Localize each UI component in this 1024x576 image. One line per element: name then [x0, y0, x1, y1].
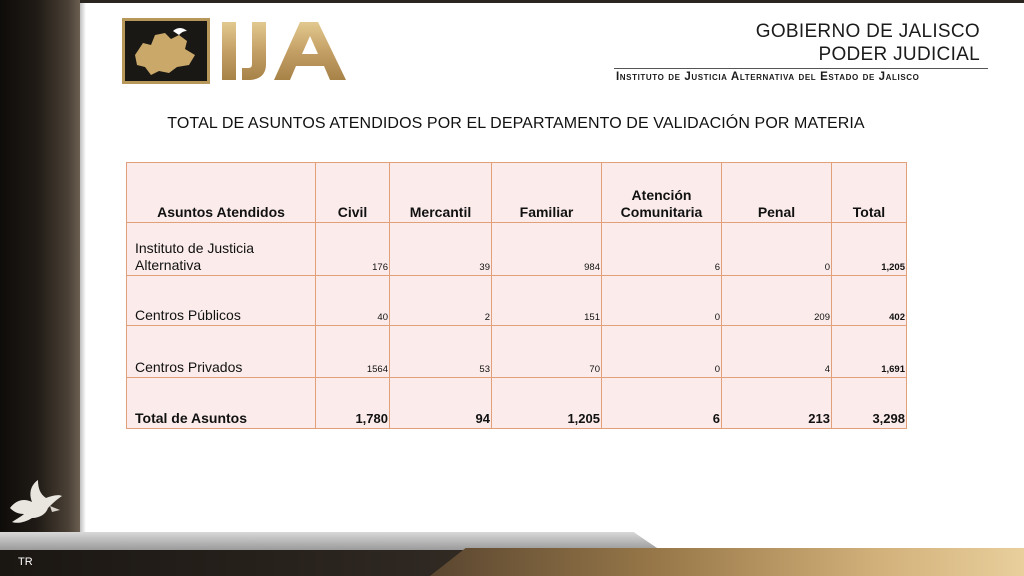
table-cell: 6 — [602, 223, 722, 276]
jalisco-map-icon — [125, 21, 207, 81]
footer-gold-stripe — [430, 548, 1024, 576]
column-header: Penal — [722, 163, 832, 223]
table-cell: 0 — [602, 276, 722, 326]
table-cell: 94 — [390, 378, 492, 429]
row-label: Centros Públicos — [127, 276, 316, 326]
table-header-row — [127, 163, 907, 223]
table-cell: 53 — [390, 326, 492, 378]
table-cell: 213 — [722, 378, 832, 429]
table-cell-total: 402 — [832, 276, 907, 326]
gov-line-2: PODER JUDICIAL — [818, 44, 980, 65]
table-cell: 0 — [722, 223, 832, 276]
footer-label: TR — [18, 556, 33, 568]
table-cell: 6 — [602, 378, 722, 429]
government-title — [756, 20, 980, 66]
table-cell-total: 1,205 — [832, 223, 907, 276]
table-cell-total: 3,298 — [832, 378, 907, 429]
table-cell: 2 — [390, 276, 492, 326]
column-header: Familiar — [492, 163, 602, 223]
summary-table — [126, 162, 907, 429]
gov-line-1: GOBIERNO DE JALISCO — [755, 21, 980, 42]
column-header: Total — [832, 163, 907, 223]
table-cell: 984 — [492, 223, 602, 276]
column-header: Mercantil — [390, 163, 492, 223]
table-cell: 151 — [492, 276, 602, 326]
page-title: TOTAL DE ASUNTOS ATENDIDOS POR EL DEPARTAMENTO DE VALIDACIÓN POR MATERIA — [167, 115, 865, 132]
table-row — [127, 223, 907, 276]
top-border — [80, 0, 1024, 3]
ija-logo-text — [218, 16, 388, 84]
table-cell: 1,205 — [492, 378, 602, 429]
column-header: Civil — [316, 163, 390, 223]
footer-gray-stripe — [0, 532, 660, 550]
column-header — [602, 163, 722, 223]
header-divider — [614, 68, 988, 69]
row-label: Instituto de Justicia Alternativa — [127, 223, 316, 276]
table-cell: 39 — [390, 223, 492, 276]
table-cell: 176 — [316, 223, 390, 276]
table-row — [127, 276, 907, 326]
jalisco-map-logo — [122, 18, 210, 84]
table-row-total — [127, 378, 907, 429]
table-cell: 209 — [722, 276, 832, 326]
table-row — [127, 326, 907, 378]
table-cell: 1,780 — [316, 378, 390, 429]
table-cell: 40 — [316, 276, 390, 326]
table-cell: 0 — [602, 326, 722, 378]
table-cell-total: 1,691 — [832, 326, 907, 378]
table-cell: 70 — [492, 326, 602, 378]
row-label: Total de Asuntos — [127, 378, 316, 429]
dove-icon — [6, 478, 64, 526]
column-header: Asuntos Atendidos — [127, 163, 316, 223]
column-header-text: Atención Comunitaria — [620, 187, 703, 220]
institute-name: Instituto de Justicia Alternativa del Estado de Jalisco — [616, 71, 920, 83]
table-cell: 4 — [722, 326, 832, 378]
table-cell: 1564 — [316, 326, 390, 378]
row-label: Centros Privados — [127, 326, 316, 378]
